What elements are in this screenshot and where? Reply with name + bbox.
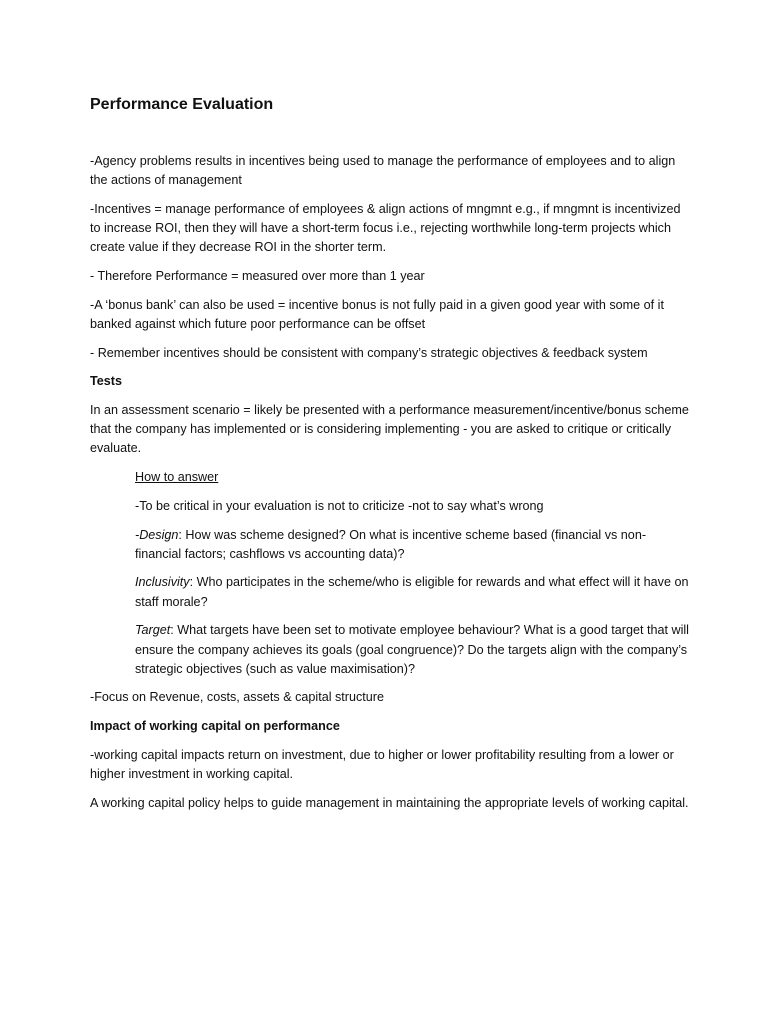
heading-tests: Tests xyxy=(90,374,122,389)
subheading-how-to-answer: How to answer xyxy=(135,470,219,485)
paragraph-working-capital-impacts: -working capital impacts return on investment, due to higher or lower profitability resulting from a lower or higher investment in working capital. xyxy=(90,747,674,782)
heading-working-capital: Impact of working capital on performance xyxy=(90,719,340,734)
paragraph-target xyxy=(135,621,690,679)
paragraph-inclusivity xyxy=(135,573,690,611)
document-page xyxy=(90,94,690,822)
text-inclusivity: : Who participates in the scheme/who is eligible for rewards and what effect will it have on staff morale? xyxy=(135,575,689,609)
paragraph-incentives: -Incentives = manage performance of employees & align actions of mngmnt e.g., if mngmnt is incentivized to increase ROI, then they will have a short-term focus i.e., rejecting worthwhile long-term projects which create value if they decrease ROI in the shorter term. xyxy=(90,201,681,255)
paragraph-design xyxy=(135,526,690,564)
paragraph-remember-incentives: - Remember incentives should be consistent with company’s strategic objectives & feedback system xyxy=(90,345,648,360)
text-target: : What targets have been set to motivate employee behaviour? What is a good target that will ensure the company achieves its goals (goal congruence)? Do the targets align with the company’s strategic objectives (such as value maximisation)? xyxy=(135,623,689,676)
paragraph-focus: -Focus on Revenue, costs, assets & capital structure xyxy=(90,690,384,705)
term-inclusivity: Inclusivity xyxy=(135,575,190,590)
paragraph-bonus-bank: -A ‘bonus bank’ can also be used = incentive bonus is not fully paid in a given good year with some of it banked against which future poor performance can be offset xyxy=(90,297,664,331)
paragraph-assessment-scenario: In an assessment scenario = likely be presented with a performance measurement/incentive/bonus scheme that the company has implemented or is considering implementing - you are asked to critique or critically evaluate. xyxy=(90,403,689,456)
subheading-how-to-answer-wrap xyxy=(135,468,690,487)
paragraph-be-critical: -To be critical in your evaluation is not to criticize -not to say what’s wrong xyxy=(135,498,544,513)
paragraph-performance-measured: - Therefore Performance = measured over more than 1 year xyxy=(90,269,425,284)
text-design: : How was scheme designed? On what is incentive scheme based (financial vs non-financial factors; cashflows vs accounting data)? xyxy=(135,527,647,561)
paragraph-working-capital-policy: A working capital policy helps to guide management in maintaining the appropriate levels of working capital. xyxy=(90,795,689,810)
paragraph-agency-problems: -Agency problems results in incentives being used to manage the performance of employees and to align the actions of management xyxy=(90,154,676,188)
term-design: -Design xyxy=(135,527,179,542)
term-target: Target xyxy=(135,623,171,638)
page-title: Performance Evaluation xyxy=(90,96,274,113)
